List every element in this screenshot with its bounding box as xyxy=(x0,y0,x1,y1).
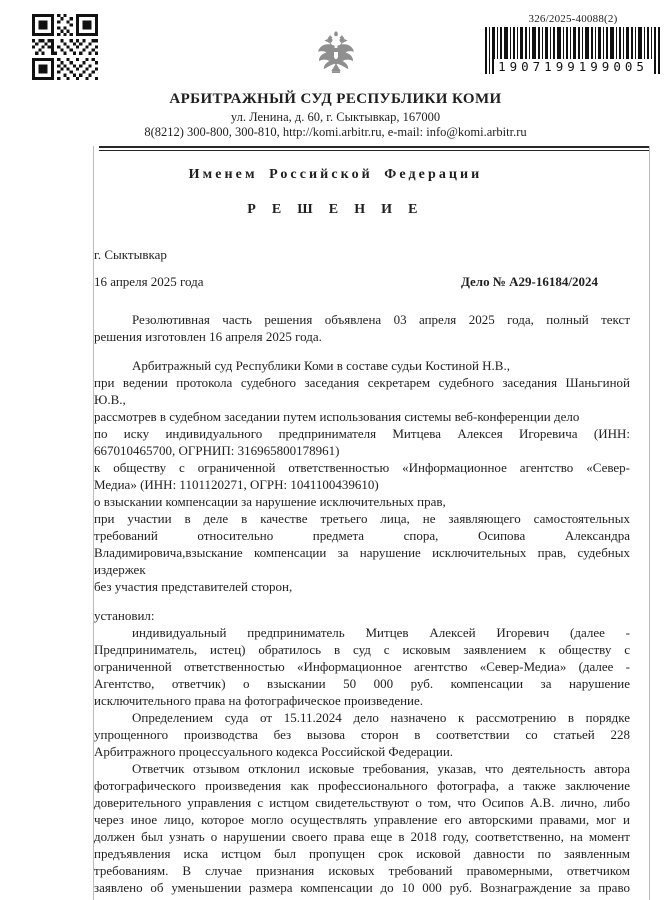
in-the-name-line: Именем Российской Федерации xyxy=(188,167,483,182)
body-line: издержек xyxy=(94,562,146,577)
city-line: г. Сыктывкар xyxy=(94,247,167,262)
body-line: требований относительно предмета спора, Осипова Александра xyxy=(94,528,630,543)
body-line: заявлено об уменьшении размера компенсации до 10 000 руб. Вознаграждение за право xyxy=(94,880,630,895)
body-line: Медиа» (ИНН: 1101120271, ОГРН: 1041100439610) xyxy=(94,477,379,492)
body-line: Арбитражного процессуального кодекса Российской Федерации. xyxy=(94,744,454,759)
body-line: Арбитражный суд Республики Коми в составе судьи Костиной Н.В., xyxy=(132,358,510,373)
body-line: Ответчик отзывом отклонил исковые требования, указав, что деятельность автора xyxy=(132,761,630,776)
body-line: Определением суда от 15.11.2024 дело назначено к рассмотрению в порядке xyxy=(132,710,630,725)
body-line: должен был узнать о нарушении своего права еще в 2018 году, соответственно, на момент xyxy=(94,829,630,844)
letterhead-divider xyxy=(99,146,649,151)
body-line: Предприниматель, истец) обратилось в суд с исковым заявлением к обществу с xyxy=(94,642,630,657)
body-line: исключительного права на фотографическое произведение. xyxy=(94,693,424,708)
page-left-border xyxy=(93,146,94,900)
body-line: доверительного управления с истцом свидетельствуют о том, что Осипов А.В. лично, либо xyxy=(94,795,630,810)
body-line: Ю.В., xyxy=(94,392,126,407)
body-line xyxy=(94,345,630,357)
body-line: индивидуальный предприниматель Митцев Алексей Игоревич (далее - xyxy=(132,625,630,640)
body-line: Владимировича,взыскание компенсации за нарушение исключительных прав, судебных xyxy=(94,545,630,560)
barcode-block xyxy=(485,13,661,74)
body-line: предъявления иска истцом был пропущен срок исковой давности по заявленным xyxy=(94,846,630,861)
body-line: решения изготовлен 16 апреля 2025 года. xyxy=(94,329,322,344)
body-line: к обществу с ограниченной ответственностью «Информационное агентство «Север- xyxy=(94,460,630,475)
decision-title: Р Е Ш Е Н И Е xyxy=(247,202,424,217)
document-body xyxy=(94,246,630,896)
stamp-band xyxy=(0,0,671,86)
body-line: ограниченной ответственностью «Информационное агентство «Север-Медиа» (далее - xyxy=(94,659,630,674)
decision-date: 16 апреля 2025 года xyxy=(94,274,204,289)
coat-of-arms-icon xyxy=(316,30,356,81)
body-line: при ведении протокола судебного заседания секретарем судебного заседания Шаньгиной xyxy=(94,375,630,390)
body-line: установил: xyxy=(94,608,155,623)
body-line: о взыскании компенсации за нарушение исключительных прав, xyxy=(94,494,446,509)
court-address: ул. Ленина, д. 60, г. Сыктывкар, 167000 xyxy=(230,110,441,124)
body-line: требованиям. В случае признания исковых требований правомерными, ответчиком xyxy=(94,863,630,878)
body-line: упрощенного производства без вызова сторон в соответствии со статьей 228 xyxy=(94,727,630,742)
case-number: Дело № А29-16184/2024 xyxy=(460,274,598,289)
court-contacts: 8(8212) 300-800, 300-810, http://komi.arbitr.ru, e-mail: info@komi.arbitr.ru xyxy=(144,125,527,139)
body-line: при участии в деле в качестве третьего лица, не заявляющего самостоятельных xyxy=(94,511,630,526)
document-number: 326/2025-40088(2) xyxy=(528,13,618,25)
barcode-digits: 1907199199005 xyxy=(494,59,652,74)
body-lines xyxy=(94,311,630,896)
body-line: Резолютивная часть решения объявлена 03 апреля 2025 года, полный текст xyxy=(132,312,630,327)
body-line: фотографического произведения как профессионального фотографа, а также заключение xyxy=(94,778,630,793)
body-line: Агентство, ответчик) о взыскании 50 000 руб. компенсации за нарушение xyxy=(94,676,630,691)
body-line xyxy=(94,595,630,607)
court-name: АРБИТРАЖНЫЙ СУД РЕСПУБЛИКИ КОМИ xyxy=(169,91,502,107)
date-case-row xyxy=(94,273,630,290)
body-line: 667010465700, ОГРНИП: 316965800178961) xyxy=(94,443,340,458)
page-right-border xyxy=(649,146,650,900)
body-line: через иное лицо, которое могло осуществлять управление его авторскими правами, мог и xyxy=(94,812,630,827)
body-line: без участия представителей сторон, xyxy=(94,579,293,594)
body-line: рассмотрев в судебном заседании путем использования системы веб-конференции дело xyxy=(94,409,580,424)
body-line: по иску индивидуального предпринимателя Митцева Алексея Игоревича (ИНН: xyxy=(94,426,630,441)
qr-code-icon xyxy=(32,14,98,80)
barcode-icon xyxy=(485,27,661,74)
